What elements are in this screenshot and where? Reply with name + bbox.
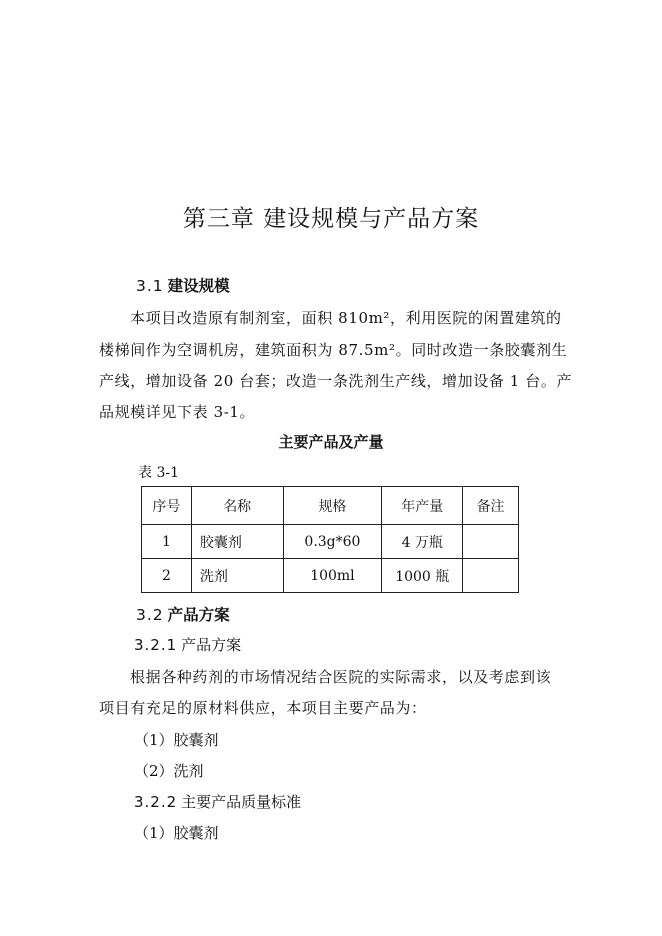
section-3-2-heading: [136, 603, 230, 625]
paragraph-line: 项目有充足的原材料供应，本项目主要产品为：: [99, 699, 427, 717]
table-row: [142, 525, 519, 559]
header-cell-spec: 规格: [283, 487, 382, 525]
table-cell: 100ml: [283, 559, 382, 593]
section-3-2-number: 3.2: [136, 606, 164, 624]
header-cell-name: 名称: [191, 487, 283, 525]
subsection-3-2-2-heading: [134, 791, 301, 812]
header-cell-annual-output: 年产量: [382, 487, 463, 525]
table-cell: 1: [142, 525, 192, 559]
table-cell: 胶囊剂: [191, 525, 283, 559]
paragraph-line: 产线，增加设备 20 台套；改造一条洗剂生产线，增加设备 1 台。产: [99, 372, 573, 390]
list-item: （1）胶囊剂: [134, 731, 219, 749]
paragraph-line: 本项目改造原有制剂室，面积 810m²，利用医院的闲置建筑的: [130, 309, 562, 327]
table-cell: 洗剂: [191, 559, 283, 593]
table-header-row: [142, 487, 519, 525]
table-cell: 1000 瓶: [382, 559, 463, 593]
paragraph-line: 品规模详见下表 3-1。: [99, 403, 256, 421]
chapter-title: 第三章 建设规模与产品方案: [182, 206, 480, 232]
section-3-1-number: 3.1: [136, 277, 164, 295]
table-label: 表 3-1: [138, 465, 179, 481]
products-table: [141, 486, 519, 593]
section-3-1-heading: [136, 274, 230, 296]
section-3-2-title: 产品方案: [167, 606, 230, 624]
header-cell-remarks: 备注: [463, 487, 519, 525]
table-cell: 2: [142, 559, 192, 593]
subsection-3-2-2-title: 主要产品质量标准: [181, 793, 302, 811]
table-cell: 0.3g*60: [283, 525, 382, 559]
subsection-3-2-1-heading: [134, 634, 241, 655]
list-item: （2）洗剂: [134, 762, 204, 780]
section-3-1-title: 建设规模: [167, 277, 230, 295]
subsection-3-2-1-number: 3.2.1: [134, 636, 178, 654]
table-cell: [463, 525, 519, 559]
table-row: [142, 559, 519, 593]
list-item: （1）胶囊剂: [134, 824, 219, 842]
header-cell-index: 序号: [142, 487, 192, 525]
table-cell: 4 万瓶: [382, 525, 463, 559]
paragraph-line: 楼梯间作为空调机房，建筑面积为 87.5m²。同时改造一条胶囊剂生: [99, 341, 568, 359]
paragraph-line: 根据各种药剂的市场情况结合医院的实际需求，以及考虑到该: [130, 668, 552, 686]
table-title: 主要产品及产量: [278, 433, 384, 451]
table-cell: [463, 559, 519, 593]
subsection-3-2-1-title: 产品方案: [181, 636, 242, 654]
subsection-3-2-2-number: 3.2.2: [134, 793, 178, 811]
